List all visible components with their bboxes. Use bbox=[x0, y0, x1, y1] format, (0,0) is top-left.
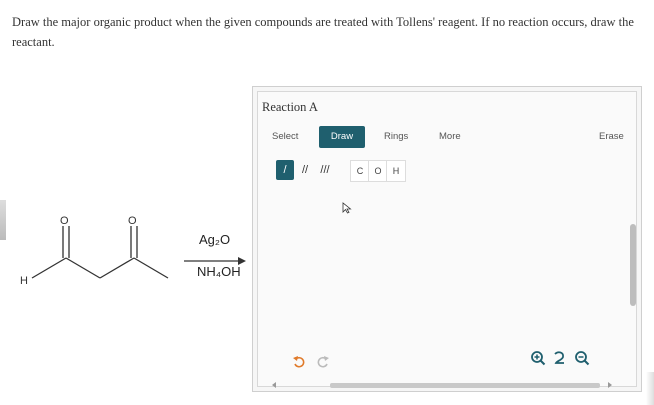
reaction-conditions bbox=[178, 226, 248, 286]
reagent-top: Ag₂O bbox=[199, 232, 231, 247]
horizontal-scrollbar[interactable] bbox=[330, 383, 600, 388]
reactant-molecule bbox=[18, 210, 178, 300]
more-tab[interactable]: More bbox=[439, 131, 461, 142]
editor-title: Reaction A bbox=[262, 100, 318, 114]
drawing-canvas[interactable] bbox=[257, 91, 637, 387]
hydrogen-label: H bbox=[20, 275, 28, 287]
scroll-right-arrow-icon[interactable] bbox=[608, 382, 612, 388]
left-window-edge bbox=[0, 200, 6, 240]
oxygen-atom-button[interactable]: O bbox=[368, 160, 388, 182]
oxygen-label-1: O bbox=[60, 215, 69, 227]
editor-toolbar bbox=[272, 126, 630, 148]
single-bond-button[interactable]: / bbox=[276, 160, 294, 180]
question-text: Draw the major organic product when the given compounds are treated with Tollens' reagent. If no reaction occurs, draw the reactant. bbox=[12, 15, 634, 49]
erase-tab[interactable]: Erase bbox=[599, 131, 624, 142]
zoom-out-icon[interactable] bbox=[574, 350, 590, 366]
hydrogen-atom-button[interactable]: H bbox=[386, 160, 406, 182]
vertical-scrollbar[interactable] bbox=[630, 224, 636, 306]
pointer-cursor-icon bbox=[342, 202, 352, 214]
draw-tools bbox=[272, 160, 432, 182]
select-tab[interactable]: Select bbox=[272, 131, 299, 142]
drawing-editor bbox=[252, 86, 642, 392]
rings-tab[interactable]: Rings bbox=[384, 131, 409, 142]
carbon-atom-button[interactable]: C bbox=[350, 160, 370, 182]
undo-icon[interactable] bbox=[292, 354, 306, 368]
double-bond-button[interactable]: // bbox=[301, 164, 309, 176]
scroll-left-arrow-icon[interactable] bbox=[272, 382, 276, 388]
redo-icon[interactable] bbox=[316, 354, 330, 368]
oxygen-label-2: O bbox=[128, 215, 137, 227]
draw-tab[interactable]: Draw bbox=[319, 126, 365, 148]
right-window-edge bbox=[646, 372, 654, 405]
reagent-bottom: NH₄OH bbox=[197, 264, 241, 279]
zoom-in-icon[interactable] bbox=[530, 350, 546, 366]
zoom-reset-icon[interactable] bbox=[552, 350, 568, 366]
triple-bond-button[interactable]: /// bbox=[320, 164, 330, 176]
